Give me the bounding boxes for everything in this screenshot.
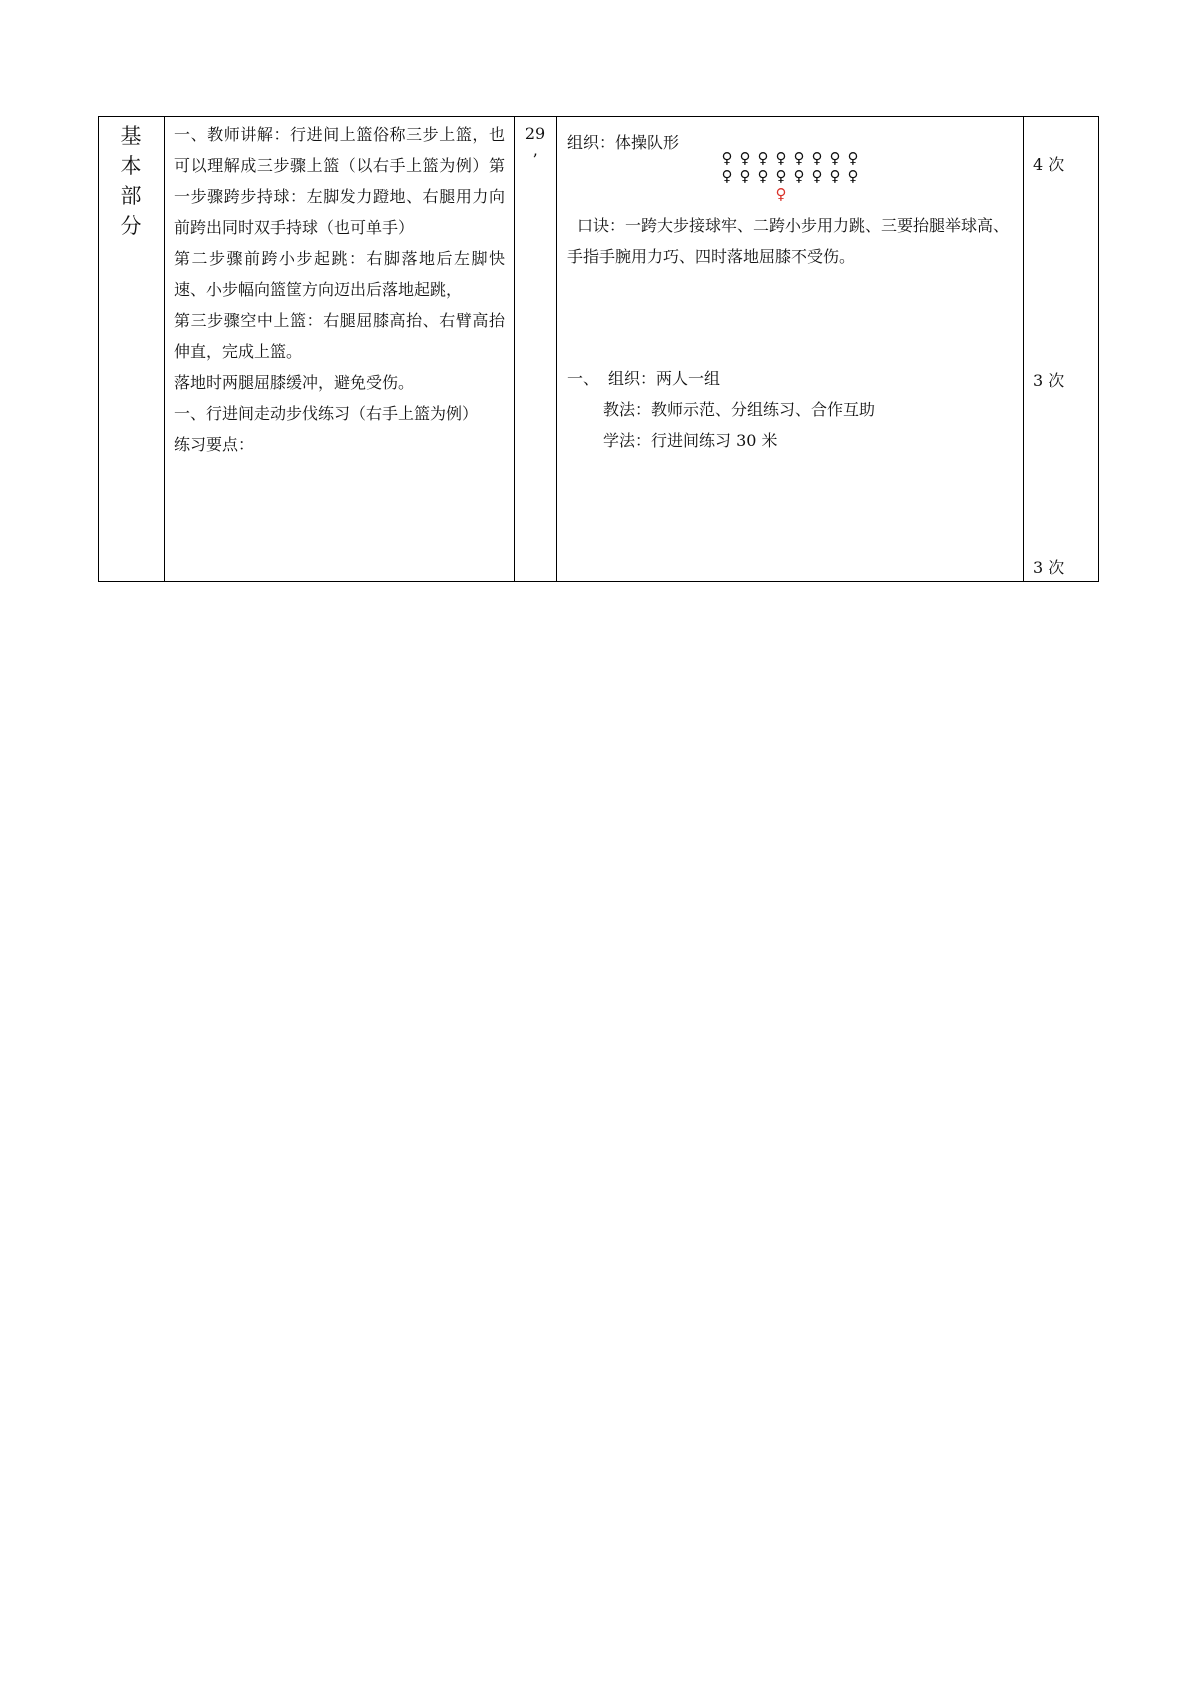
section-char: 分	[120, 214, 142, 238]
student-figure-icon: ♀	[829, 167, 841, 185]
count-value: 3 次	[1033, 371, 1065, 390]
section-char: 部	[120, 184, 142, 208]
student-figure-icon: ♀	[739, 167, 751, 185]
student-figure-icon: ♀	[793, 149, 805, 167]
time-value: 29	[524, 124, 546, 143]
formation-row-2	[718, 168, 862, 185]
content-paragraph: 练习要点：	[174, 435, 255, 454]
second-numbering: 一、	[567, 369, 600, 388]
student-figure-icon: ♀	[721, 167, 733, 185]
content-paragraph: 第二步骤前跨小步起跳：右脚落地后左脚快速、小步幅向篮筐方向迈出后落地起跳，	[174, 249, 505, 299]
content-paragraph: 第三步骤空中上篮：右腿屈膝高抬、右臂高抬伸直，完成上篮。	[174, 311, 505, 361]
organization-label: 组织：体操队形	[567, 133, 680, 152]
second-organization: 组织：两人一组	[608, 369, 721, 388]
teaching-method: 教法：教师示范、分组练习、合作互助	[603, 400, 876, 419]
time-unit: ’	[532, 150, 538, 169]
formation-teacher	[772, 186, 790, 203]
count-value: 3 次	[1033, 558, 1065, 577]
student-figure-icon: ♀	[847, 149, 859, 167]
formation-row-1	[718, 150, 862, 167]
student-figure-icon: ♀	[739, 149, 751, 167]
count-cell	[1023, 116, 1098, 582]
mnemonic-text	[567, 210, 1012, 272]
organization-cell	[556, 116, 1023, 582]
student-figure-icon: ♀	[757, 149, 769, 167]
table-border-right	[1098, 116, 1099, 582]
section-cell	[98, 116, 164, 582]
content-cell	[164, 116, 514, 582]
teacher-figure-icon: ♀	[775, 185, 787, 203]
student-figure-icon: ♀	[793, 167, 805, 185]
count-value: 4 次	[1033, 155, 1065, 174]
student-figure-icon: ♀	[721, 149, 733, 167]
student-figure-icon: ♀	[847, 167, 859, 185]
content-paragraph: 一、行进间走动步伐练习（右手上篮为例）	[174, 404, 479, 423]
mnemonic-body: 口诀：一跨大步接球牢、二跨小步用力跳、三要抬腿举球高、手指手腕用力巧、四时落地屈膝不受伤。	[567, 216, 1010, 266]
section-char: 基	[120, 124, 142, 148]
student-figure-icon: ♀	[775, 167, 787, 185]
student-figure-icon: ♀	[775, 149, 787, 167]
content-paragraph: 一、教师讲解：行进间上篮俗称三步上篮，也可以理解成三步骤上篮（以右手上篮为例）第一步骤跨步持球：左脚发力蹬地、右腿用力向前跨出同时双手持球（也可单手）	[174, 125, 505, 237]
student-figure-icon: ♀	[811, 149, 823, 167]
time-cell	[514, 116, 556, 582]
learning-method: 学法：行进间练习 30 米	[603, 431, 778, 450]
content-paragraph: 落地时两腿屈膝缓冲，避免受伤。	[174, 373, 415, 392]
student-figure-icon: ♀	[757, 167, 769, 185]
section-char: 本	[120, 154, 142, 178]
student-figure-icon: ♀	[811, 167, 823, 185]
student-figure-icon: ♀	[829, 149, 841, 167]
